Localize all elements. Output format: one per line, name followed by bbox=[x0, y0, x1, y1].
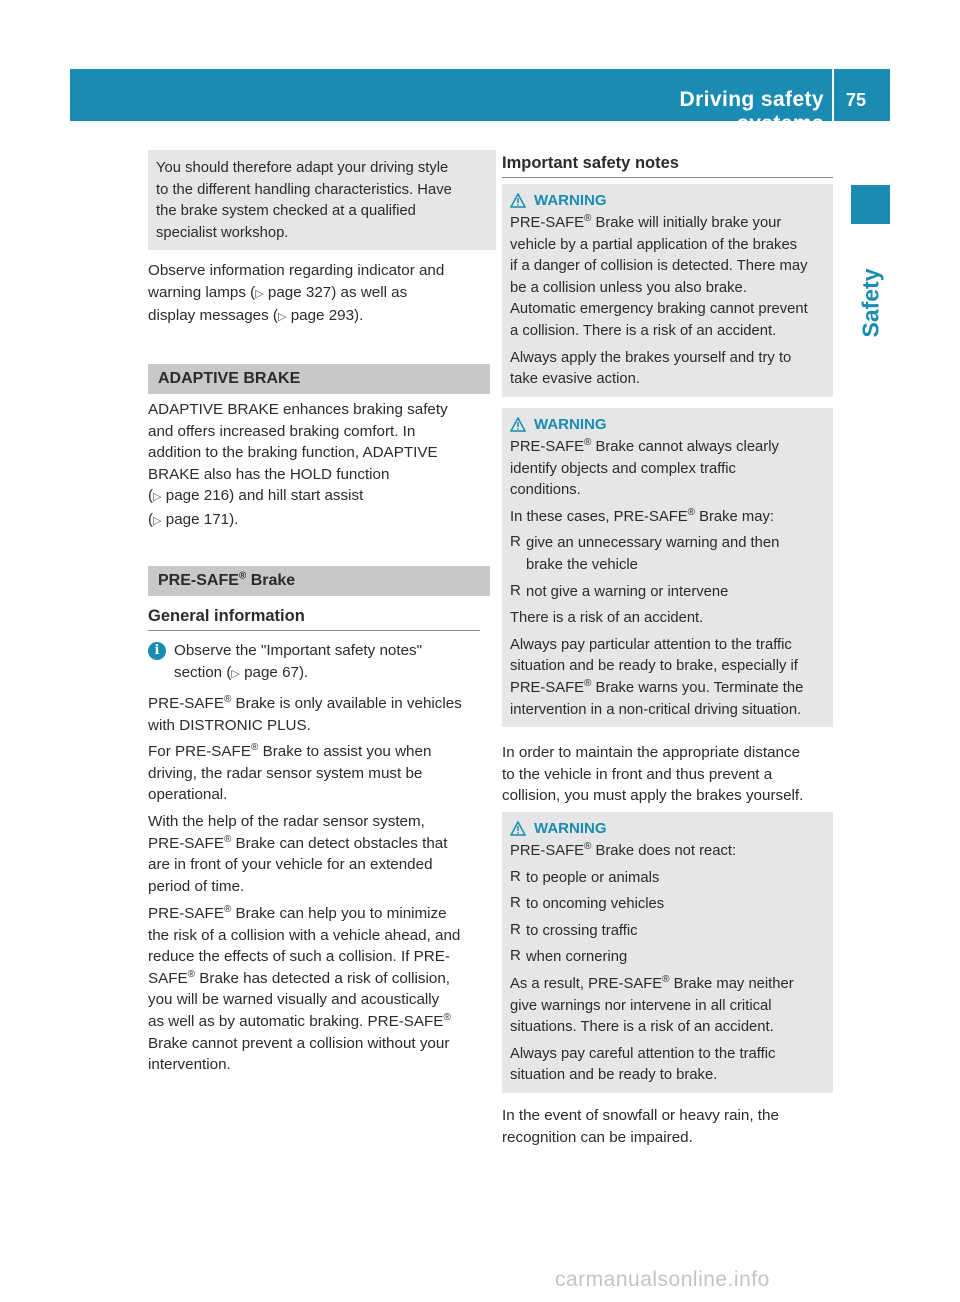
warning-triangle-icon bbox=[510, 417, 526, 432]
text-line: reduce the effects of such a collision. If PRE- bbox=[148, 948, 450, 966]
text-line: PRE-SAFE® Brake can detect obstacles that bbox=[148, 833, 448, 852]
text-line: ADAPTIVE BRAKE enhances braking safety bbox=[148, 401, 448, 418]
bullet-icon: R bbox=[510, 533, 521, 551]
paragraph-distance bbox=[502, 742, 833, 807]
text-line: intervention in a non-critical driving situation. bbox=[510, 701, 802, 718]
text-line: situation and be ready to brake. bbox=[510, 1067, 718, 1084]
list-item bbox=[510, 533, 825, 576]
text-line: As a result, PRE-SAFE® Brake may neither bbox=[510, 974, 794, 992]
arrow-icon: ▷ bbox=[231, 667, 240, 680]
text-line: be a collision unless you also brake. bbox=[510, 279, 747, 296]
text-line: to crossing traffic bbox=[526, 922, 638, 939]
text-line: You should therefore adapt your driving style bbox=[156, 160, 449, 176]
text-line: intervention. bbox=[148, 1056, 231, 1074]
text-line: conditions. bbox=[510, 482, 581, 499]
text-line: PRE-SAFE® Brake is only available in vehicles bbox=[148, 693, 462, 712]
text-line: display messages (▷ page 293). bbox=[148, 307, 364, 325]
list-item bbox=[510, 947, 825, 969]
subheading-important-safety-notes: Important safety notes bbox=[502, 154, 833, 178]
text-line: warning lamps (▷ page 327) as well as bbox=[148, 283, 408, 301]
list-item bbox=[510, 894, 825, 916]
bullet-icon: R bbox=[510, 894, 521, 912]
text-line: you will be warned visually and acoustically bbox=[148, 991, 440, 1009]
page-ref-link[interactable]: page 216) and hill start assist bbox=[161, 487, 364, 505]
header-divider bbox=[832, 69, 834, 121]
page-ref-link[interactable]: page 327) as well as bbox=[263, 283, 408, 301]
arrow-icon: ▷ bbox=[278, 311, 287, 324]
text-line: operational. bbox=[148, 786, 228, 804]
subheading-general-information: General information bbox=[148, 607, 480, 631]
text-line: In the event of snowfall or heavy rain, the bbox=[502, 1107, 779, 1124]
text-line: recognition can be impaired. bbox=[502, 1128, 693, 1146]
side-tab-marker bbox=[851, 185, 890, 224]
list-item bbox=[510, 582, 825, 604]
paragraph-obstacles bbox=[148, 811, 480, 897]
text-line: PRE-SAFE® Brake warns you. Terminate the bbox=[510, 678, 804, 696]
watermark: carmanualsonline.info bbox=[555, 1268, 770, 1291]
info-icon: i bbox=[148, 642, 166, 660]
text-line: if a danger of collision is detected. There may bbox=[510, 258, 808, 275]
text-line: Observe information regarding indicator and bbox=[148, 262, 445, 279]
text-line: (▷ page 216) and hill start assist bbox=[148, 487, 364, 505]
text-line: and offers increased braking comfort. In bbox=[148, 422, 416, 440]
text-line: to people or animals bbox=[526, 869, 660, 886]
info-note bbox=[148, 640, 480, 685]
list-item bbox=[510, 868, 825, 890]
warning-box-1 bbox=[502, 184, 833, 397]
section-heading-presafe-brake: PRE-SAFE® Brake bbox=[148, 566, 490, 596]
arrow-icon: ▷ bbox=[255, 287, 264, 300]
text-line: identify objects and complex traffic bbox=[510, 460, 736, 477]
text-line: the risk of a collision with a vehicle ahead, and bbox=[148, 926, 461, 944]
text-line: as well as by automatic braking. PRE-SAFE® bbox=[148, 1011, 451, 1030]
text-line: take evasive action. bbox=[510, 371, 640, 388]
text-line: are in front of your vehicle for an extended bbox=[148, 856, 433, 874]
side-tab-label: Safety bbox=[857, 268, 884, 338]
text-line: PRE-SAFE® Brake does not react: bbox=[510, 841, 737, 859]
paragraph-radar bbox=[148, 741, 480, 806]
paragraph-minimize bbox=[148, 903, 480, 1076]
section-title: Driving safety systems bbox=[679, 88, 824, 135]
text-line: give an unnecessary warning and then bbox=[526, 535, 780, 552]
text-line: driving, the radar sensor system must be bbox=[148, 764, 423, 782]
section-heading-adaptive-brake: ADAPTIVE BRAKE bbox=[148, 364, 490, 394]
text-line: specialist workshop. bbox=[156, 224, 289, 241]
text-line: In order to maintain the appropriate distance bbox=[502, 744, 801, 761]
warning-box-3 bbox=[502, 812, 833, 1093]
page-ref-link[interactable]: page 171). bbox=[161, 510, 239, 528]
warning-heading: WARNING bbox=[510, 192, 825, 209]
text-line: collision, you must apply the brakes yourself. bbox=[502, 787, 804, 805]
bullet-icon: R bbox=[510, 947, 521, 965]
text-line: the brake system checked at a qualified bbox=[156, 203, 416, 220]
text-line: Automatic emergency braking cannot prevent bbox=[510, 301, 808, 318]
text-line: Observe the "Important safety notes" bbox=[174, 642, 422, 659]
arrow-icon: ▷ bbox=[153, 491, 162, 504]
text-line: to the vehicle in front and thus prevent a bbox=[502, 765, 773, 783]
warning-heading: WARNING bbox=[510, 416, 825, 433]
text-line: addition to the braking function, ADAPTIVE bbox=[148, 444, 438, 462]
paragraph-snowfall bbox=[502, 1105, 833, 1148]
text-line: brake the vehicle bbox=[526, 556, 638, 573]
list-item bbox=[510, 921, 825, 943]
page-ref-link[interactable]: page 293). bbox=[286, 307, 364, 325]
bullet-icon: R bbox=[510, 920, 521, 938]
note-box bbox=[148, 150, 496, 250]
text-line: Always pay careful attention to the traffic bbox=[510, 1045, 776, 1062]
warning-triangle-icon bbox=[510, 193, 526, 208]
bullet-icon: R bbox=[510, 867, 521, 885]
text-line: to oncoming vehicles bbox=[526, 896, 665, 913]
bullet-icon: R bbox=[510, 581, 521, 599]
text-line: BRAKE also has the HOLD function bbox=[148, 465, 390, 483]
page-number: 75 bbox=[846, 90, 867, 110]
warning-triangle-icon bbox=[510, 821, 526, 836]
text-line: There is a risk of an accident. bbox=[510, 610, 704, 627]
page-ref-link[interactable]: page 67). bbox=[239, 663, 309, 681]
text-line: For PRE-SAFE® Brake to assist you when bbox=[148, 741, 432, 760]
text-line: With the help of the radar sensor system, bbox=[148, 813, 425, 830]
text-line: situation and be ready to brake, especially if bbox=[510, 658, 798, 675]
text-line: Always pay particular attention to the traffic bbox=[510, 636, 792, 653]
warning-box-2 bbox=[502, 408, 833, 727]
text-line: In these cases, PRE-SAFE® Brake may: bbox=[510, 506, 774, 525]
text-line: period of time. bbox=[148, 877, 245, 895]
text-line: when cornering bbox=[526, 949, 628, 966]
text-line: SAFE® Brake has detected a risk of collision, bbox=[148, 968, 450, 987]
observe-paragraph bbox=[148, 260, 480, 329]
text-line: to the different handling characteristics. Have bbox=[156, 181, 452, 198]
text-line: (▷ page 171). bbox=[148, 510, 239, 528]
text-line: section (▷ page 67). bbox=[174, 663, 309, 681]
text-line: Always apply the brakes yourself and try to bbox=[510, 349, 792, 366]
adaptive-paragraph bbox=[148, 399, 480, 533]
paragraph-availability bbox=[148, 693, 480, 736]
text-line: not give a warning or intervene bbox=[526, 583, 729, 600]
text-line: with DISTRONIC PLUS. bbox=[148, 716, 311, 734]
text-line: PRE-SAFE® Brake will initially brake your bbox=[510, 213, 782, 231]
text-line: a collision. There is a risk of an accident. bbox=[510, 322, 777, 339]
text-line: situations. There is a risk of an accident. bbox=[510, 1019, 774, 1036]
text-line: PRE-SAFE® Brake can help you to minimize bbox=[148, 903, 447, 922]
warning-heading: WARNING bbox=[510, 820, 825, 837]
text-line: give warnings nor intervene in all critical bbox=[510, 997, 772, 1014]
text-line: vehicle by a partial application of the brakes bbox=[510, 236, 798, 253]
arrow-icon: ▷ bbox=[153, 514, 162, 527]
text-line: Brake cannot prevent a collision without your bbox=[148, 1034, 450, 1052]
text-line: PRE-SAFE® Brake cannot always clearly bbox=[510, 437, 779, 455]
